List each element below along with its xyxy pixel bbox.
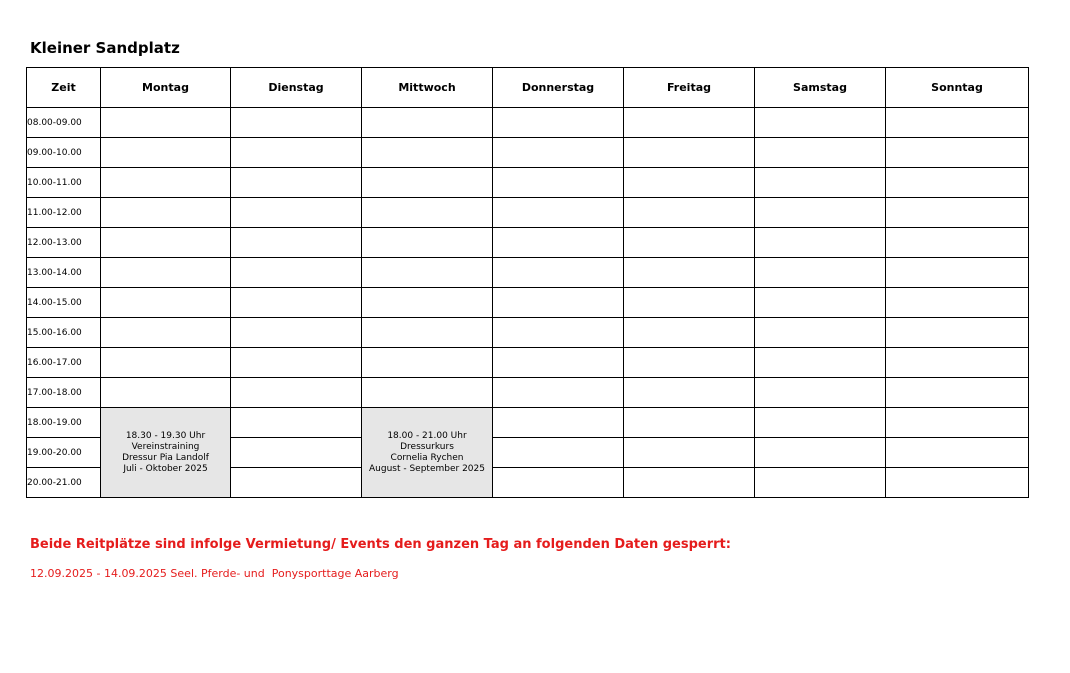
- event-line: Dressurkurs: [400, 441, 454, 452]
- schedule-cell: [493, 108, 624, 138]
- time-row: [27, 318, 1029, 348]
- schedule-cell: [231, 258, 362, 288]
- schedule-cell: [624, 138, 755, 168]
- schedule-cell: [755, 288, 886, 318]
- closure-notice-heading: Beide Reitplätze sind infolge Vermietung/ Events den ganzen Tag an folgenden Daten gesperrt:: [30, 537, 731, 552]
- schedule-cell: [101, 168, 231, 198]
- header-row: [27, 68, 1029, 108]
- schedule-cell: [362, 138, 493, 168]
- schedule-cell: [493, 288, 624, 318]
- column-header-day: Donnerstag: [493, 68, 624, 108]
- schedule-cell: [624, 198, 755, 228]
- schedule-cell: [231, 468, 362, 498]
- event-line: Dressur Pia Landolf: [122, 452, 209, 463]
- time-slot-label: 10.00-11.00: [27, 168, 101, 198]
- schedule-cell: [624, 168, 755, 198]
- schedule-cell: [362, 108, 493, 138]
- schedule-cell: [231, 138, 362, 168]
- schedule-cell: [362, 258, 493, 288]
- column-header-day: Dienstag: [231, 68, 362, 108]
- schedule-cell: [101, 198, 231, 228]
- time-slot-label: 13.00-14.00: [27, 258, 101, 288]
- time-row: [27, 408, 1029, 438]
- time-row: [27, 228, 1029, 258]
- time-row: [27, 348, 1029, 378]
- column-header-day: Montag: [101, 68, 231, 108]
- schedule-cell: [231, 108, 362, 138]
- schedule-cell: [493, 198, 624, 228]
- time-slot-label: 14.00-15.00: [27, 288, 101, 318]
- schedule-cell: [624, 438, 755, 468]
- schedule-cell: [624, 408, 755, 438]
- schedule-cell: [755, 228, 886, 258]
- schedule-cell: [886, 108, 1029, 138]
- schedule-cell: [231, 378, 362, 408]
- schedule-cell: [755, 378, 886, 408]
- schedule-cell: [231, 168, 362, 198]
- schedule-cell: [624, 288, 755, 318]
- time-row: [27, 288, 1029, 318]
- time-slot-label: 12.00-13.00: [27, 228, 101, 258]
- schedule-cell: [886, 288, 1029, 318]
- schedule-cell: [101, 318, 231, 348]
- schedule-cell: [101, 138, 231, 168]
- event-line: Cornelia Rychen: [390, 452, 464, 463]
- schedule-table: [26, 67, 1029, 498]
- schedule-cell: [493, 168, 624, 198]
- column-header-day: Mittwoch: [362, 68, 493, 108]
- schedule-cell: [624, 228, 755, 258]
- schedule-cell: [624, 468, 755, 498]
- schedule-cell: [362, 348, 493, 378]
- column-header-day: Freitag: [624, 68, 755, 108]
- schedule-cell: [231, 408, 362, 438]
- schedule-cell: [624, 318, 755, 348]
- schedule-cell: [755, 168, 886, 198]
- schedule-cell: [886, 378, 1029, 408]
- schedule-cell: [231, 348, 362, 378]
- schedule-cell: [101, 348, 231, 378]
- schedule-cell: [101, 228, 231, 258]
- time-row: [27, 138, 1029, 168]
- schedule-cell: [886, 318, 1029, 348]
- schedule-cell: [231, 438, 362, 468]
- schedule-cell: [362, 318, 493, 348]
- schedule-cell: [493, 468, 624, 498]
- time-slot-label: 08.00-09.00: [27, 108, 101, 138]
- time-row: [27, 378, 1029, 408]
- time-slot-label: 18.00-19.00: [27, 408, 101, 438]
- schedule-cell: [493, 378, 624, 408]
- schedule-cell: [362, 198, 493, 228]
- event-line: Vereinstraining: [131, 441, 200, 452]
- schedule-cell: [493, 138, 624, 168]
- schedule-cell: [231, 228, 362, 258]
- schedule-cell: [755, 108, 886, 138]
- time-slot-label: 19.00-20.00: [27, 438, 101, 468]
- schedule-cell: [493, 348, 624, 378]
- schedule-cell: [493, 408, 624, 438]
- schedule-cell: [886, 168, 1029, 198]
- schedule-body: [27, 108, 1029, 498]
- schedule-cell: [362, 168, 493, 198]
- column-header-day: Samstag: [755, 68, 886, 108]
- schedule-cell: [624, 378, 755, 408]
- schedule-cell: [755, 138, 886, 168]
- schedule-cell: [231, 198, 362, 228]
- time-slot-label: 15.00-16.00: [27, 318, 101, 348]
- column-header-time: Zeit: [27, 68, 101, 108]
- schedule-cell: [362, 288, 493, 318]
- time-slot-label: 09.00-10.00: [27, 138, 101, 168]
- schedule-cell: [886, 198, 1029, 228]
- schedule-cell: [624, 348, 755, 378]
- schedule-cell: [493, 438, 624, 468]
- schedule-cell: [886, 468, 1029, 498]
- schedule-cell: [886, 138, 1029, 168]
- schedule-cell: [362, 378, 493, 408]
- schedule-cell: [755, 318, 886, 348]
- column-header-day: Sonntag: [886, 68, 1029, 108]
- time-row: [27, 108, 1029, 138]
- schedule-cell: [755, 438, 886, 468]
- schedule-cell: [231, 288, 362, 318]
- schedule-cell: [624, 108, 755, 138]
- time-row: [27, 258, 1029, 288]
- event-line: August - September 2025: [369, 463, 485, 474]
- schedule-cell: [755, 198, 886, 228]
- schedule-cell: [886, 258, 1029, 288]
- schedule-cell: [493, 258, 624, 288]
- schedule-cell: [886, 228, 1029, 258]
- schedule-cell: [362, 228, 493, 258]
- event-line: 18.30 - 19.30 Uhr: [125, 430, 206, 441]
- time-row: [27, 168, 1029, 198]
- schedule-cell: [886, 348, 1029, 378]
- schedule-cell: [624, 258, 755, 288]
- schedule-cell: [101, 258, 231, 288]
- time-slot-label: 20.00-21.00: [27, 468, 101, 498]
- schedule-cell: [755, 408, 886, 438]
- event-line: 18.00 - 21.00 Uhr: [387, 430, 467, 441]
- closure-date-entry: 12.09.2025 - 14.09.2025 Seel. Pferde- und Ponysporttage Aarberg: [30, 567, 399, 580]
- schedule-cell: [101, 288, 231, 318]
- schedule-cell: [231, 318, 362, 348]
- schedule-cell: [755, 348, 886, 378]
- schedule-cell: [101, 108, 231, 138]
- time-slot-label: 11.00-12.00: [27, 198, 101, 228]
- schedule-cell: [493, 318, 624, 348]
- schedule-cell: [886, 438, 1029, 468]
- schedule-cell: [101, 378, 231, 408]
- schedule-cell: [886, 408, 1029, 438]
- event-line: Juli - Oktober 2025: [123, 463, 208, 474]
- schedule-cell: [493, 228, 624, 258]
- event-block: [101, 408, 231, 498]
- schedule-cell: [755, 258, 886, 288]
- time-row: [27, 198, 1029, 228]
- schedule-cell: [755, 468, 886, 498]
- time-slot-label: 17.00-18.00: [27, 378, 101, 408]
- page-title: Kleiner Sandplatz: [30, 39, 180, 57]
- event-block: [362, 408, 493, 498]
- time-slot-label: 16.00-17.00: [27, 348, 101, 378]
